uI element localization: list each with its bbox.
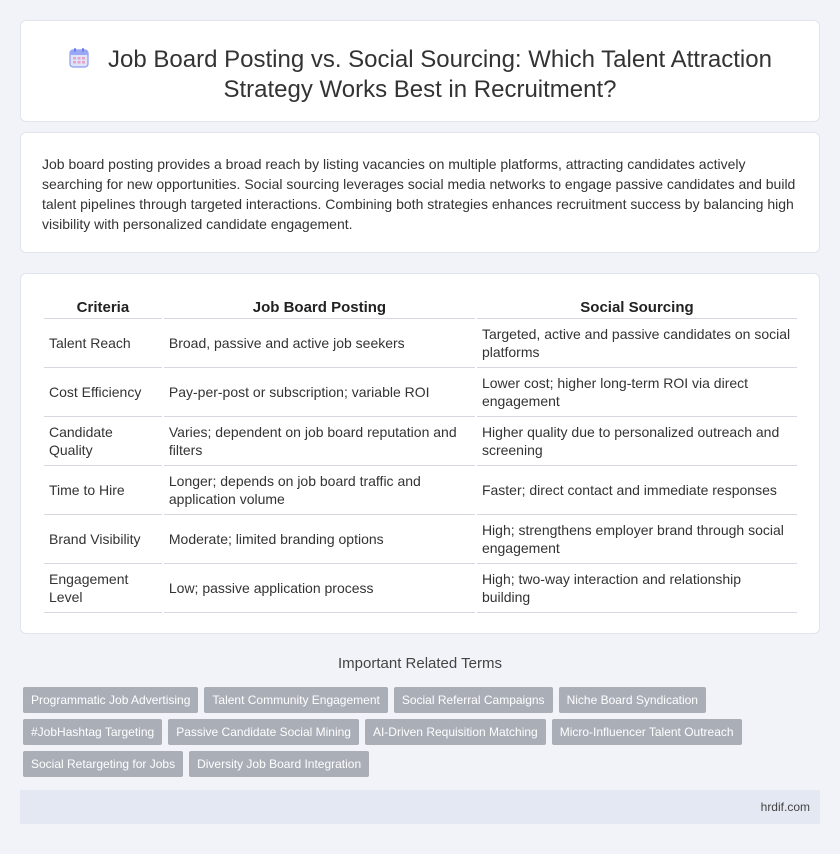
intro-card [20, 132, 820, 253]
term-tag[interactable]: Diversity Job Board Integration [189, 751, 369, 777]
term-tag[interactable]: Social Retargeting for Jobs [23, 751, 183, 777]
header-job-board-posting: Job Board Posting [164, 296, 475, 319]
term-tag[interactable]: Niche Board Syndication [559, 687, 706, 713]
table-row [44, 417, 797, 466]
related-terms-heading: Important Related Terms [338, 655, 502, 672]
header-social-sourcing: Social Sourcing [477, 296, 797, 319]
job-board-cell: Longer; depends on job board traffic and application volume [164, 466, 475, 515]
table-header-row [44, 296, 797, 319]
criteria-cell: Time to Hire [44, 466, 162, 515]
social-sourcing-cell: Faster; direct contact and immediate responses [477, 466, 797, 515]
social-sourcing-cell: Lower cost; higher long-term ROI via direct engagement [477, 368, 797, 417]
job-board-cell: Broad, passive and active job seekers [164, 319, 475, 368]
term-tag[interactable]: AI-Driven Requisition Matching [365, 719, 546, 745]
job-board-cell: Moderate; limited branding options [164, 515, 475, 564]
comparison-table [42, 296, 799, 613]
criteria-cell: Engagement Level [44, 564, 162, 613]
header-criteria: Criteria [44, 296, 162, 319]
footer-site-link[interactable]: hrdif.com [760, 800, 810, 814]
page-title [61, 45, 779, 105]
social-sourcing-cell: High; strengthens employer brand through social engagement [477, 515, 797, 564]
criteria-cell: Cost Efficiency [44, 368, 162, 417]
social-sourcing-cell: Targeted, active and passive candidates on social platforms [477, 319, 797, 368]
table-row [44, 368, 797, 417]
criteria-cell: Talent Reach [44, 319, 162, 368]
job-board-cell: Low; passive application process [164, 564, 475, 613]
criteria-cell: Brand Visibility [44, 515, 162, 564]
social-sourcing-cell: High; two-way interaction and relationship building [477, 564, 797, 613]
title-card [20, 20, 820, 122]
page-title-text: Job Board Posting vs. Social Sourcing: Which Talent Attraction Strategy Works Best in Recruitment? [108, 46, 772, 103]
term-tag[interactable]: Talent Community Engagement [204, 687, 387, 713]
table-row [44, 319, 797, 368]
table-row [44, 564, 797, 613]
footer-bar [20, 790, 820, 824]
table-row [44, 466, 797, 515]
table-row [44, 515, 797, 564]
social-sourcing-cell: Higher quality due to personalized outreach and screening [477, 417, 797, 466]
job-board-cell: Varies; dependent on job board reputation and filters [164, 417, 475, 466]
term-tag[interactable]: Micro-Influencer Talent Outreach [552, 719, 742, 745]
term-tag[interactable]: Social Referral Campaigns [394, 687, 553, 713]
intro-paragraph: Job board posting provides a broad reach by listing vacancies on multiple platforms, attracting candidates actively searching for new opportunities. Social sourcing leverages social media networks to engage passive candidates and build talent pipelines through targeted interactions. Combining both strategies enhances recruitment success by balancing high visibility with personalized candidate engagement. [42, 156, 796, 232]
term-tag[interactable]: Programmatic Job Advertising [23, 687, 198, 713]
term-tag[interactable]: Passive Candidate Social Mining [168, 719, 359, 745]
criteria-cell: Candidate Quality [44, 417, 162, 466]
term-tag[interactable]: #JobHashtag Targeting [23, 719, 162, 745]
calendar-icon [68, 47, 90, 69]
related-terms-list [23, 687, 783, 777]
job-board-cell: Pay-per-post or subscription; variable ROI [164, 368, 475, 417]
comparison-card [20, 273, 820, 634]
